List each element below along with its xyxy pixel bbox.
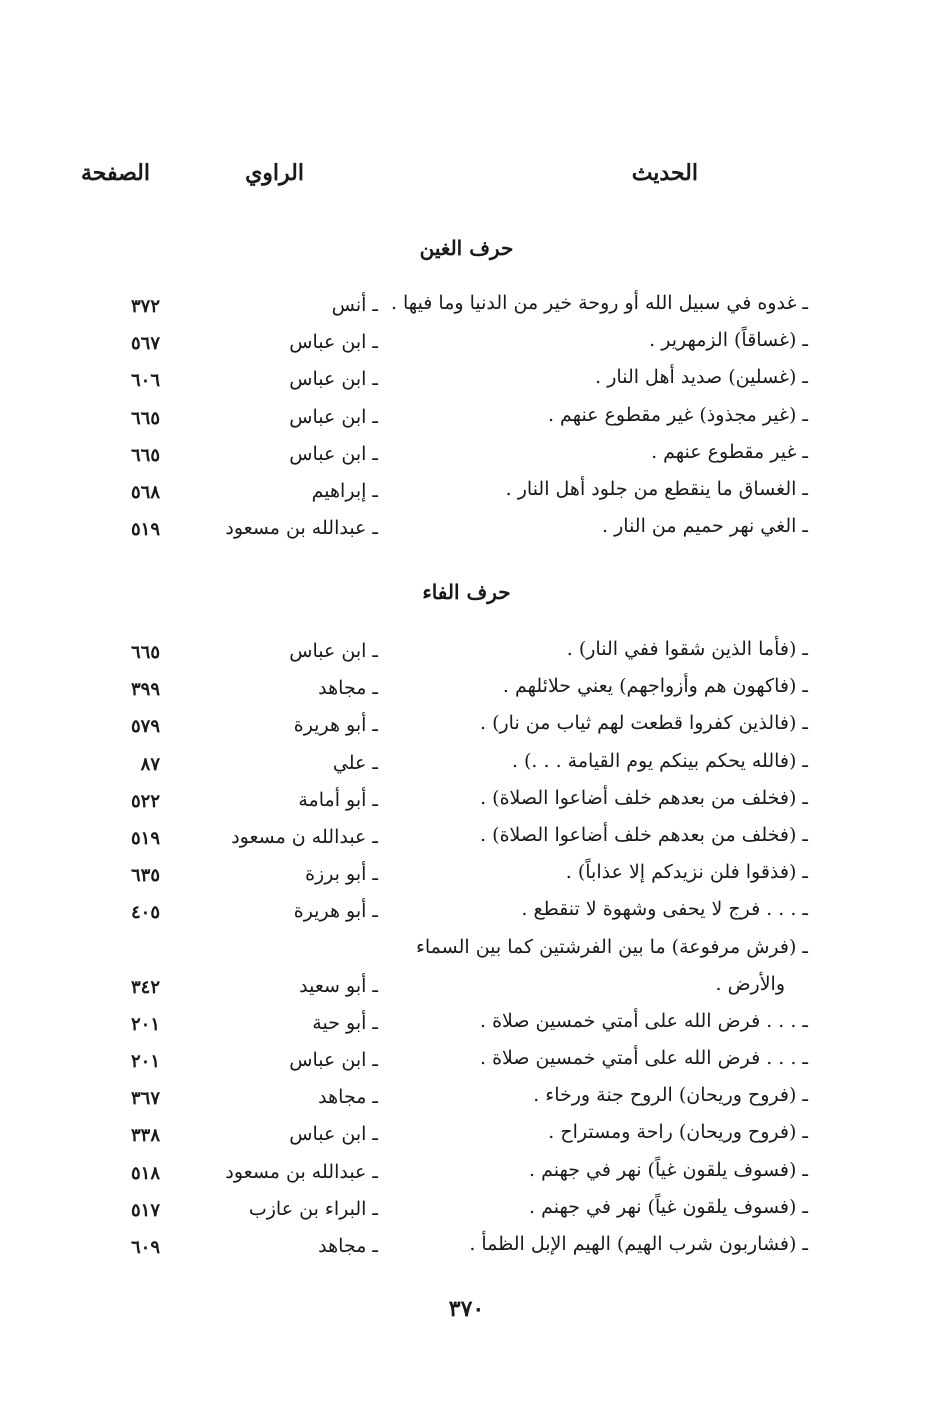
narrator: ـ أبو هريرة (293, 900, 378, 923)
index-row (0, 708, 933, 745)
hadith-text: ـ (فالذين كفروا قطعت لهم ثياب من نار) . (479, 712, 808, 735)
narrator: ـ أبو هريرة (293, 714, 378, 737)
narrator: ـ ابن عباس (289, 368, 378, 391)
page-ref: ٣٣٨ (130, 1125, 160, 1147)
header-hadith: الحديث (631, 160, 698, 186)
narrator: ـ أبو حية (312, 1011, 378, 1034)
narrator: ـ مجاهد (318, 1235, 378, 1257)
narrator: ـ ابن عباس (289, 442, 378, 465)
hadith-text: ـ غير مقطوع عنهم . (651, 440, 808, 463)
page-ref: ٤٠٥ (130, 902, 160, 924)
page-ref: ٦٠٦ (130, 370, 160, 392)
hadith-text: ـ (فخلف من بعدهم خلف أضاعوا الصلاة) . (480, 823, 808, 846)
hadith-text: ـ (غسلين) صديد أهل النار . (595, 366, 808, 389)
narrator: ـ البراء بن عازب (248, 1197, 378, 1220)
narrator: ـ ابن عباس (289, 1123, 378, 1146)
index-row (0, 671, 933, 708)
page-ref: ٣٦٧ (130, 1088, 160, 1110)
hadith-text: ـ (فذقوا فلن نزيدكم إلا عذاباً) . (565, 861, 808, 884)
index-row (0, 1080, 933, 1117)
index-row (0, 474, 933, 511)
index-row (0, 1155, 933, 1192)
hadith-text: ـ (فروح وريحان) الروح جنة ورخاء . (533, 1084, 808, 1107)
header-page: الصفحة (80, 160, 150, 186)
page-ref: ٦٣٥ (130, 865, 160, 887)
section-ghayn-rows (0, 288, 933, 548)
hadith-text: ـ الغي نهر حميم من النار . (602, 515, 808, 538)
page-ref: ٥١٧ (130, 1199, 160, 1221)
hadith-text: ـ (فسوف يلقون غياً) نهر في جهنم . (529, 1195, 808, 1218)
page-ref: ٣٧٢ (130, 296, 160, 317)
hadith-text: ـ الغساق ما ينقطع من جلود أهل النار . (505, 477, 808, 500)
column-headers (70, 160, 880, 200)
index-row (0, 288, 933, 325)
hadith-text: ـ (فروح وريحان) راحة ومستراح . (548, 1121, 808, 1144)
narrator: ـ مجاهد (318, 1086, 378, 1109)
section-title-ghayn: حرف الغين (419, 236, 514, 260)
page-ref: ٥١٩ (130, 519, 160, 541)
narrator: ـ أنس (331, 294, 378, 316)
page-ref: ٦٦٥ (130, 444, 160, 466)
index-row (0, 932, 933, 969)
hadith-text: ـ غدوه في سبيل الله أو روحة خير من الدنيا وما فيها . (390, 292, 808, 314)
hadith-text: والأرض . (715, 972, 785, 995)
page-ref: ٥٦٨ (130, 481, 160, 503)
hadith-text: ـ (فأما الذين شقوا ففي النار) . (566, 638, 808, 660)
index-row (0, 857, 933, 894)
narrator: ـ عبدالله بن مسعود (225, 517, 378, 540)
hadith-text: ـ . . . فرض الله على أمتي خمسين صلاة . (480, 1009, 808, 1032)
index-row (0, 634, 933, 671)
page-ref: ٣٤٢ (130, 976, 160, 998)
narrator: ـ ابن عباس (289, 331, 378, 354)
hadith-text: ـ (فرش مرفوعة) ما بين الفرشتين كما بين السماء (415, 935, 808, 958)
index-row (0, 746, 933, 783)
index-row (0, 1043, 933, 1080)
page-ref: ٣٩٩ (130, 679, 160, 701)
narrator: ـ أبو أمامة (298, 788, 378, 811)
page-ref: ٥٦٧ (130, 333, 160, 355)
page-ref: ٦٠٩ (130, 1237, 160, 1258)
narrator: ـ ابن عباس (289, 640, 378, 662)
page-ref: ٥١٨ (130, 1162, 160, 1184)
index-row (0, 820, 933, 857)
page-ref: ٥٢٢ (130, 790, 160, 812)
index-row (0, 1192, 933, 1229)
narrator: ـ مجاهد (318, 677, 378, 700)
narrator: ـ أبو برزة (305, 863, 378, 886)
index-row (0, 1117, 933, 1154)
page-ref: ٥٧٩ (130, 716, 160, 738)
index-row (0, 783, 933, 820)
header-rawi: الراوي (245, 160, 304, 186)
narrator: ـ علي (332, 751, 378, 774)
index-row (0, 325, 933, 362)
hadith-text: ـ (فالله يحكم بينكم يوم القيامة . . .) . (511, 749, 808, 772)
hadith-text: ـ (فسوف يلقون غياً) نهر في جهنم . (529, 1158, 808, 1181)
hadith-text: ـ . . . فرض الله على أمتي خمسين صلاة . (480, 1047, 808, 1070)
hadith-text: ـ . . . فرج لا يحفى وشهوة لا تنقطع . (521, 898, 808, 921)
hadith-text: ـ (فشاربون شرب الهيم) الهيم الإبل الظمأ . (469, 1233, 808, 1255)
index-row (0, 437, 933, 474)
page-ref: ٦٦٥ (130, 642, 160, 663)
page-ref: ٥١٩ (130, 827, 160, 849)
page-number: ٣٧٠ (448, 1296, 485, 1322)
narrator: ـ إبراهيم (311, 479, 378, 502)
narrator: ـ ابن عباس (289, 405, 378, 428)
page-ref: ٢٠١ (130, 1013, 160, 1035)
hadith-text: ـ (غساقاً) الزمهرير . (649, 329, 808, 352)
narrator: ـ ابن عباس (289, 1049, 378, 1072)
hadith-text: ـ (فخلف من بعدهم خلف أضاعوا الصلاة) . (480, 786, 808, 809)
page-ref: ٦٦٥ (130, 407, 160, 429)
index-row (0, 1006, 933, 1043)
hadith-text: ـ (غير مجذوذ) غير مقطوع عنهم . (547, 403, 808, 426)
page-ref: ٢٠١ (130, 1051, 160, 1073)
narrator: ـ أبو سعيد (299, 974, 378, 997)
narrator: ـ عبدالله ن مسعود (231, 825, 378, 848)
section-title-faa: حرف الفاء (422, 580, 511, 604)
narrator: ـ عبدالله بن مسعود (225, 1160, 378, 1183)
index-row (0, 894, 933, 931)
hadith-text: ـ (فاكهون هم وأزواجهم) يعني حلائلهم . (502, 675, 808, 698)
index-row (0, 969, 933, 1006)
index-row (0, 1229, 933, 1266)
index-row (0, 511, 933, 548)
index-row (0, 362, 933, 399)
section-faa-rows (0, 634, 933, 1266)
page-ref: ٨٧ (140, 753, 160, 775)
index-row (0, 400, 933, 437)
